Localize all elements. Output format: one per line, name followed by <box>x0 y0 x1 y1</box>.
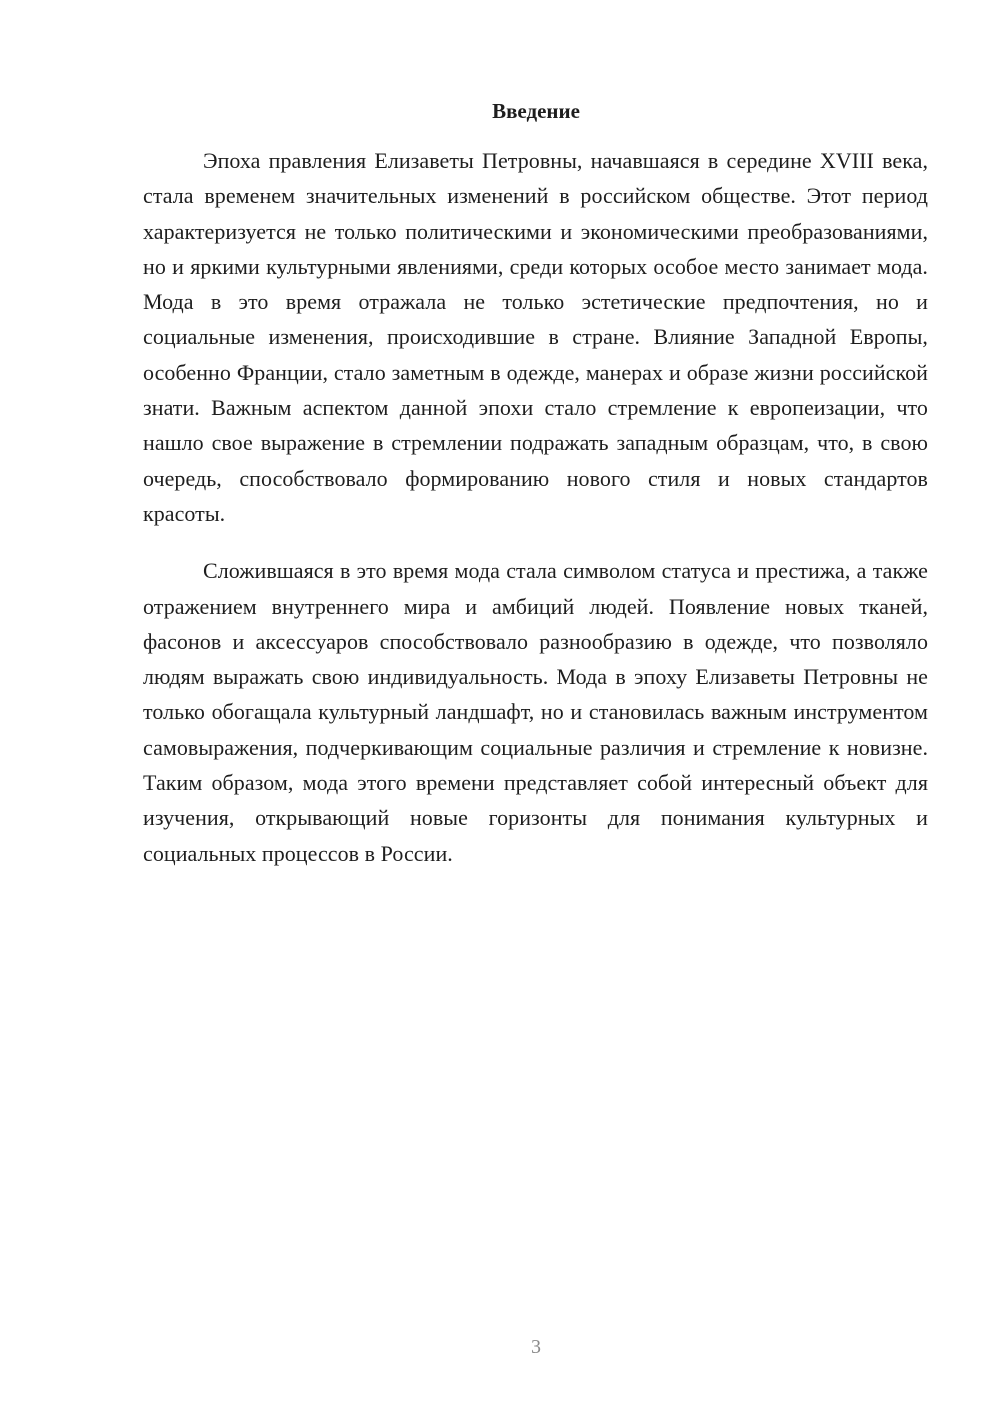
page-number: 3 <box>531 1336 541 1358</box>
paragraph-1: Эпоха правления Елизаветы Петровны, начавшаяся в середине XVIII века, стала временем значительных изменений в российском обществе. Этот период характеризуется не только политическими и экономическими преобразованиями, но и яркими культурными явлениями, среди которых особое место занимает мода. Мода в это время отражала не только эстетические предпочтения, но и социальные изменения, происходившие в стране. Влияние Западной Европы, особенно Франции, стало заметным в одежде, манерах и образе жизни российской знати. Важным аспектом данной эпохи стало стремление к европеизации, что нашло свое выражение в стремлении подражать западным образцам, что, в свою очередь, способствовало формированию нового стиля и новых стандартов красоты. <box>143 148 928 526</box>
body-text <box>143 143 928 871</box>
section-heading: Введение <box>492 99 580 123</box>
paragraph-2: Сложившаяся в это время мода стала символом статуса и престижа, а также отражением внутреннего мира и амбиций людей. Появление новых тканей, фасонов и аксессуаров способствовало разнообразию в одежде, что позволяло людям выражать свою индивидуальность. Мода в эпоху Елизаветы Петровны не только обогащала культурный ландшафт, но и становилась важным инструментом самовыражения, подчеркивающим социальные различия и стремление к новизне. Таким образом, мода этого времени представляет собой интересный объект для изучения, открывающий новые горизонты для понимания культурных и социальных процессов в России. <box>143 558 928 866</box>
